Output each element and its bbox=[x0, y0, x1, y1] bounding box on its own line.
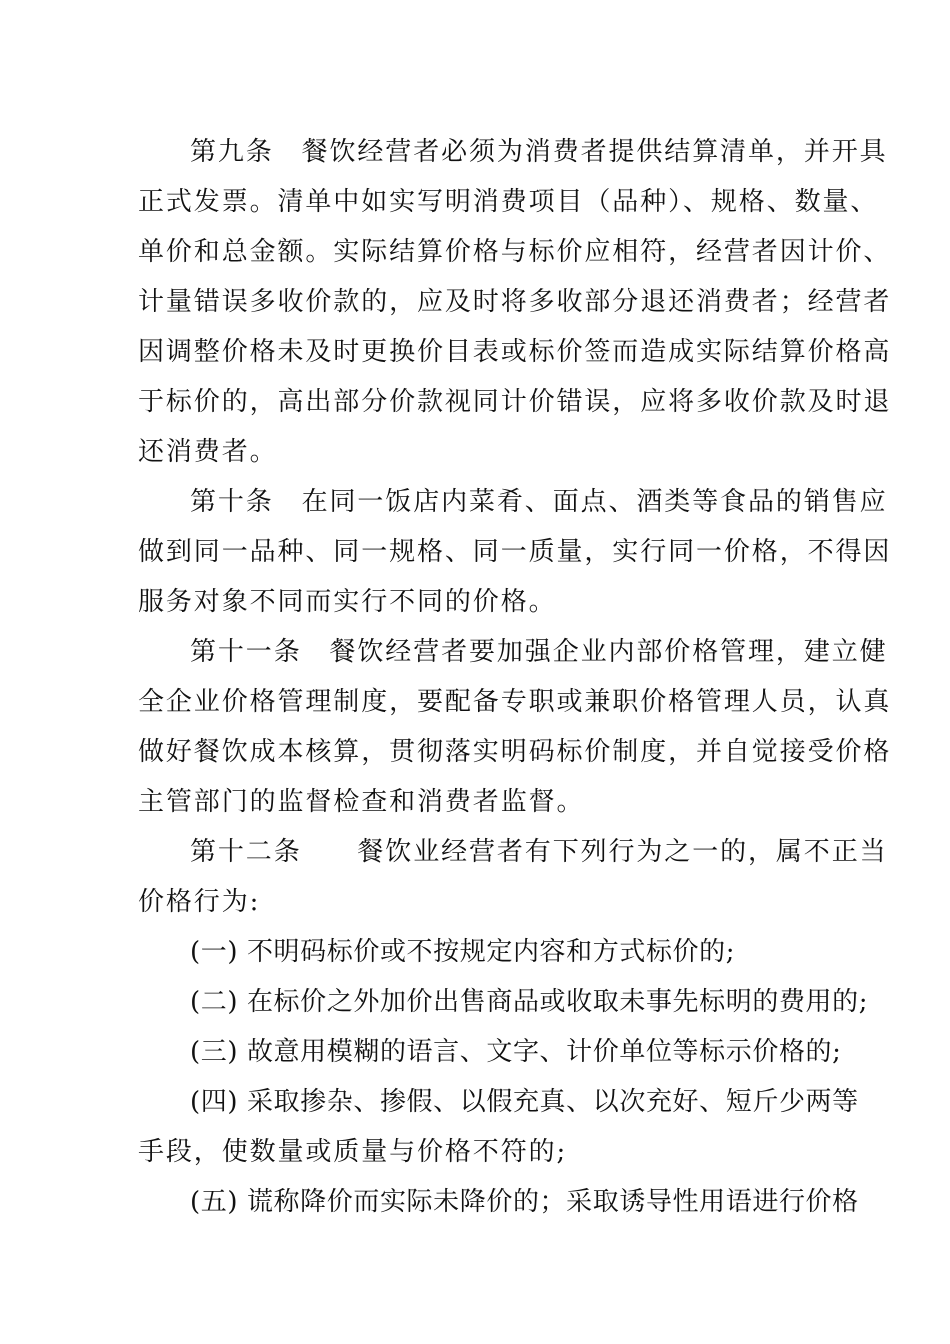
article-10-line-1: 第十条 在同一饭店内菜肴、面点、酒类等食品的销售应 bbox=[190, 487, 888, 517]
article-9-line-7: 还消费者。 bbox=[138, 437, 278, 467]
article-9-line-2: 正式发票。清单中如实写明消费项目（品种）、规格、数量、 bbox=[138, 187, 879, 217]
list-item-1: (一) 不明码标价或不按规定内容和方式标价的; bbox=[190, 937, 736, 967]
article-10-line-3: 服务对象不同而实行不同的价格。 bbox=[138, 587, 557, 617]
article-12-line-1: 第十二条 餐饮业经营者有下列行为之一的，属不正当 bbox=[190, 837, 888, 867]
article-11-line-3: 做好餐饮成本核算，贯彻落实明码标价制度，并自觉接受价格 bbox=[138, 737, 892, 767]
article-9-line-5: 因调整价格未及时更换价目表或标价签而造成实际结算价格高 bbox=[138, 337, 892, 367]
article-9-line-1: 第九条 餐饮经营者必须为消费者提供结算清单，并开具 bbox=[190, 137, 888, 167]
article-11-line-4: 主管部门的监督检查和消费者监督。 bbox=[138, 787, 585, 817]
article-9-line-4: 计量错误多收价款的，应及时将多收部分退还消费者；经营者 bbox=[138, 287, 892, 317]
list-item-4-line-1: (四) 采取掺杂、掺假、以假充真、以次充好、短斤少两等 bbox=[190, 1087, 859, 1117]
list-item-4-line-2: 手段，使数量或质量与价格不符的; bbox=[138, 1137, 568, 1167]
list-item-5-line-1: (五) 谎称降价而实际未降价的；采取诱导性用语进行价格 bbox=[190, 1187, 859, 1217]
article-12-line-2: 价格行为: bbox=[138, 887, 261, 917]
list-item-2: (二) 在标价之外加价出售商品或收取未事先标明的费用的; bbox=[190, 987, 869, 1017]
article-10-line-2: 做到同一品种、同一规格、同一质量，实行同一价格，不得因 bbox=[138, 537, 892, 567]
article-11-line-1: 第十一条 餐饮经营者要加强企业内部价格管理，建立健 bbox=[190, 637, 888, 667]
article-9-line-3: 单价和总金额。实际结算价格与标价应相符，经营者因计价、 bbox=[138, 237, 892, 267]
article-11-line-2: 全企业价格管理制度，要配备专职或兼职价格管理人员，认真 bbox=[138, 687, 892, 717]
list-item-3: (三) 故意用模糊的语言、文字、计价单位等标示价格的; bbox=[190, 1037, 842, 1067]
article-9-line-6: 于标价的，高出部分价款视同计价错误，应将多收价款及时退 bbox=[138, 387, 892, 417]
